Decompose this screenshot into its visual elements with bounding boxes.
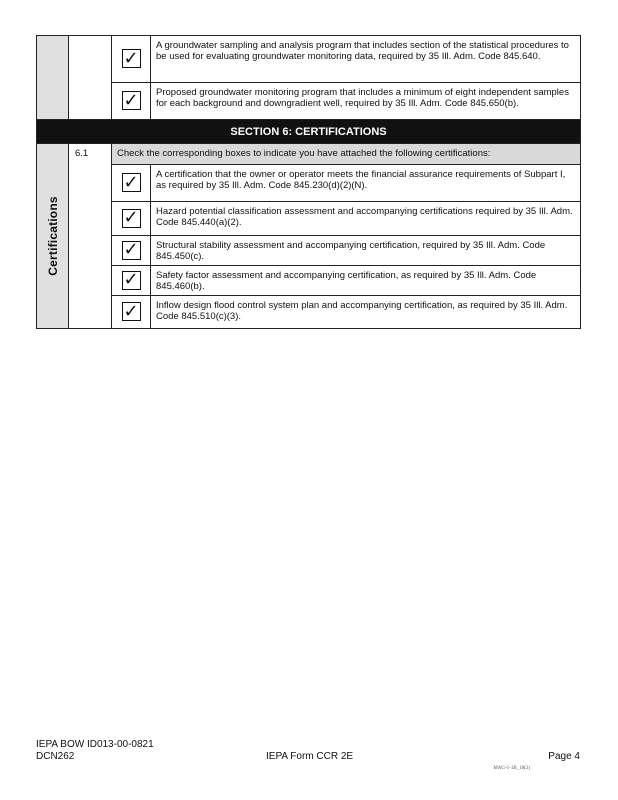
section-header-row <box>37 120 581 144</box>
groundwater-monitoring-checkbox-cell[interactable] <box>112 83 151 120</box>
inflow-design-text: Inflow design flood control system plan and accompanying certification, as required by 35 Ill. Adm. Code 845.510(c)(3). <box>151 296 581 329</box>
instruction-row <box>37 144 581 165</box>
safety-factor-row <box>37 266 581 296</box>
financial-assurance-row <box>37 165 581 202</box>
form-id: IEPA BOW ID013-00-0821 <box>36 739 154 750</box>
hazard-potential-text: Hazard potential classification assessment and accompanying certifications required by 35 Ill. Adm. Code 845.440(a)(2). <box>151 202 581 236</box>
page-number: Page 4 <box>548 751 580 762</box>
structural-stability-checkbox[interactable]: ✓ <box>123 239 139 261</box>
safety-factor-checkbox-cell[interactable] <box>112 266 151 296</box>
previous-section-number-cell <box>69 36 112 120</box>
safety-factor-text: Safety factor assessment and accompanying certification, as required by 35 Ill. Adm. Code 845.460(b). <box>151 266 581 296</box>
hazard-potential-row <box>37 202 581 236</box>
groundwater-sampling-row <box>37 36 581 83</box>
inflow-design-checkbox[interactable]: ✓ <box>123 300 139 322</box>
safety-factor-checkbox[interactable]: ✓ <box>123 269 139 291</box>
groundwater-sampling-text: A groundwater sampling and analysis program that includes section of the statistical procedures to be used for evaluating groundwater monitoring data, required by 35 Ill. Adm. Code 845.640. <box>151 36 581 83</box>
structural-stability-checkbox-cell[interactable] <box>112 236 151 266</box>
structural-stability-text: Structural stability assessment and accompanying certification, required by 35 Ill. Adm. Code 845.450(c). <box>151 236 581 266</box>
section-6-header: SECTION 6: CERTIFICATIONS <box>37 120 581 144</box>
financial-assurance-text: A certification that the owner or operator meets the financial assurance requirements of Subpart I, as required by 35 Ill. Adm. Code 845.230(d)(2)(N). <box>151 165 581 202</box>
certifications-side-cell <box>37 144 69 329</box>
hazard-potential-checkbox-cell[interactable] <box>112 202 151 236</box>
hazard-potential-checkbox[interactable]: ✓ <box>123 207 139 229</box>
groundwater-monitoring-checkbox[interactable]: ✓ <box>123 89 139 111</box>
previous-section-side-cell <box>37 36 69 120</box>
groundwater-sampling-checkbox[interactable]: ✓ <box>123 47 139 69</box>
instruction-text: Check the corresponding boxes to indicate you have attached the following certifications: <box>112 144 581 165</box>
inflow-design-checkbox-cell[interactable] <box>112 296 151 329</box>
financial-assurance-checkbox-cell[interactable] <box>112 165 151 202</box>
financial-assurance-checkbox[interactable]: ✓ <box>123 171 139 193</box>
footer-stamp: MAG-1-1B_18(2) <box>493 766 530 771</box>
certifications-side-label: Certifications <box>45 196 60 276</box>
form-table <box>36 35 581 329</box>
footer-left <box>36 739 154 763</box>
groundwater-monitoring-row <box>37 83 581 120</box>
structural-stability-row <box>37 236 581 266</box>
groundwater-monitoring-text: Proposed groundwater monitoring program that includes a minimum of eight independent samples for each background and downgradient well, required by 35 Ill. Adm. Code 845.650(b). <box>151 83 581 120</box>
item-number-6-1: 6.1 <box>69 144 112 329</box>
groundwater-sampling-checkbox-cell[interactable] <box>112 36 151 83</box>
inflow-design-row <box>37 296 581 329</box>
dcn: DCN262 <box>36 751 75 762</box>
form-name: IEPA Form CCR 2E <box>266 751 354 762</box>
